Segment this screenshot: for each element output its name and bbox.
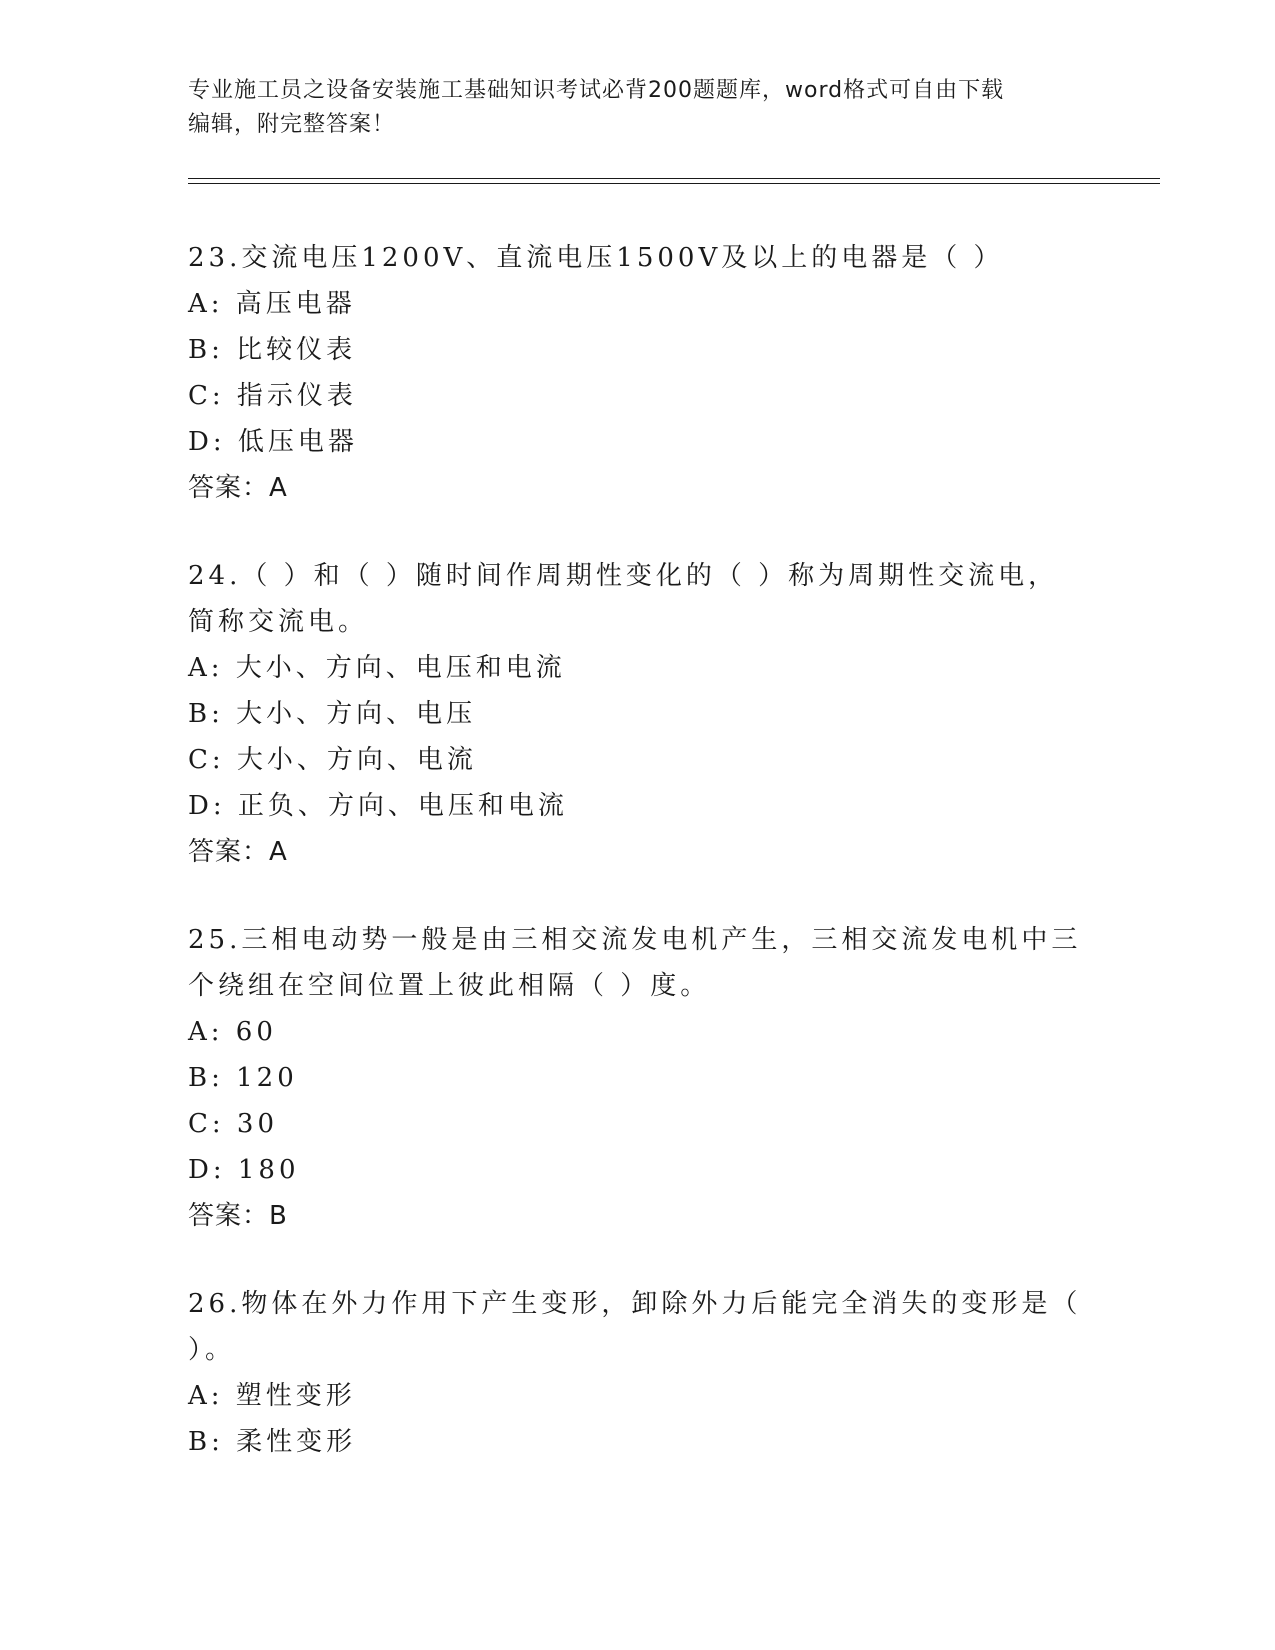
question-stem: 23.交流电压1200V、直流电压1500V及以上的电器是（ ）	[188, 243, 1004, 273]
header-double-rule	[188, 178, 1160, 184]
answer-label: 答案：A	[188, 473, 288, 503]
question-26	[188, 1281, 1088, 1465]
option-c: C: 大小、方向、电流	[188, 745, 477, 775]
question-stem: 25.三相电动势一般是由三相交流发电机产生，三相交流发电机中三个绕组在空间位置上彼此相隔（ ）度。	[188, 925, 1082, 1001]
option-d: D: 180	[188, 1155, 300, 1185]
question-list	[188, 235, 1088, 1507]
option-d: D: 低压电器	[188, 427, 358, 457]
option-a: A: 高压电器	[188, 289, 356, 319]
document-header	[188, 74, 1088, 142]
option-b: B: 柔性变形	[188, 1427, 357, 1457]
question-stem: 26.物体在外力作用下产生变形，卸除外力后能完全消失的变形是（ ）。	[188, 1289, 1082, 1365]
answer-label: 答案：A	[188, 837, 288, 867]
header-title-line-2: 编辑，附完整答案！	[188, 112, 396, 137]
answer-label: 答案：B	[188, 1201, 288, 1231]
question-24	[188, 553, 1088, 875]
option-d: D: 正负、方向、电压和电流	[188, 791, 568, 821]
option-c: C: 30	[188, 1109, 279, 1139]
option-a: A: 塑性变形	[188, 1381, 356, 1411]
question-23	[188, 235, 1088, 511]
question-stem: 24.（ ）和（ ）随时间作周期性变化的（ ）称为周期性交流电，简称交流电。	[188, 561, 1059, 637]
question-25	[188, 917, 1088, 1239]
option-b: B: 120	[188, 1063, 298, 1093]
option-a: A: 60	[188, 1017, 277, 1047]
option-b: B: 大小、方向、电压	[188, 699, 477, 729]
option-b: B: 比较仪表	[188, 335, 357, 365]
header-title-line-1: 专业施工员之设备安装施工基础知识考试必背200题题库，word格式可自由下载	[188, 78, 1005, 103]
option-c: C: 指示仪表	[188, 381, 357, 411]
option-a: A: 大小、方向、电压和电流	[188, 653, 566, 683]
